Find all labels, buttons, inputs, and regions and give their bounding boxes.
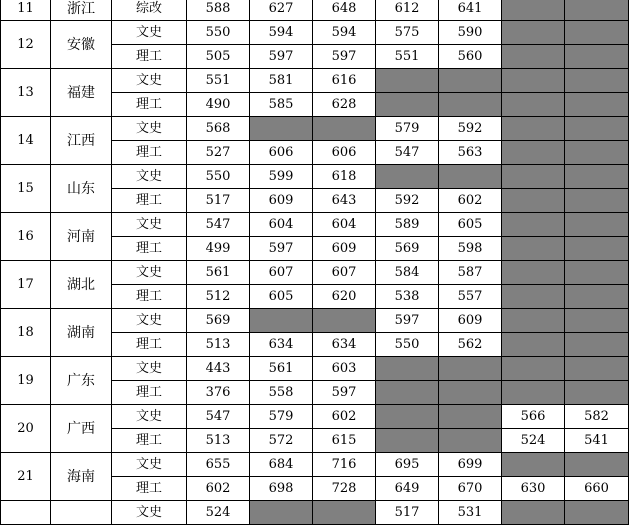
row-number: 13 xyxy=(1,69,51,117)
score-cell: 655 xyxy=(187,453,250,477)
score-cell: 606 xyxy=(313,141,376,165)
score-cell: 695 xyxy=(376,453,439,477)
empty-cell xyxy=(565,453,629,477)
empty-cell xyxy=(565,237,629,261)
score-cell: 531 xyxy=(439,501,502,525)
row-number: 11 xyxy=(1,0,51,21)
empty-cell xyxy=(502,21,565,45)
empty-cell xyxy=(502,309,565,333)
score-cell: 588 xyxy=(187,0,250,21)
empty-cell xyxy=(565,381,629,405)
score-cell: 587 xyxy=(439,261,502,285)
subject-category: 理工 xyxy=(112,333,187,357)
subject-category: 文史 xyxy=(112,117,187,141)
score-cell: 609 xyxy=(439,309,502,333)
score-cell: 641 xyxy=(439,0,502,21)
row-number: 12 xyxy=(1,21,51,69)
table-row xyxy=(1,213,629,237)
empty-cell xyxy=(439,357,502,381)
score-cell: 541 xyxy=(565,429,629,453)
empty-cell xyxy=(313,309,376,333)
empty-cell xyxy=(376,405,439,429)
table-row xyxy=(1,69,629,93)
empty-cell xyxy=(376,429,439,453)
province-name xyxy=(51,501,112,525)
score-cell: 603 xyxy=(313,357,376,381)
row-number: 14 xyxy=(1,117,51,165)
row-number: 16 xyxy=(1,213,51,261)
empty-cell xyxy=(376,69,439,93)
score-cell: 568 xyxy=(187,117,250,141)
empty-cell xyxy=(502,93,565,117)
score-cell: 547 xyxy=(187,213,250,237)
score-cell: 517 xyxy=(187,189,250,213)
empty-cell xyxy=(502,0,565,21)
empty-cell xyxy=(313,117,376,141)
subject-category: 文史 xyxy=(112,21,187,45)
subject-category: 文史 xyxy=(112,69,187,93)
province-name: 湖北 xyxy=(51,261,112,309)
empty-cell xyxy=(439,165,502,189)
score-cell: 605 xyxy=(250,285,313,309)
score-cell: 579 xyxy=(250,405,313,429)
row-number: 17 xyxy=(1,261,51,309)
empty-cell xyxy=(502,357,565,381)
empty-cell xyxy=(565,357,629,381)
score-cell: 551 xyxy=(376,45,439,69)
score-cell: 607 xyxy=(250,261,313,285)
score-cell: 615 xyxy=(313,429,376,453)
empty-cell xyxy=(250,501,313,525)
table-row xyxy=(1,405,629,429)
subject-category: 文史 xyxy=(112,453,187,477)
subject-category: 理工 xyxy=(112,381,187,405)
score-cell: 582 xyxy=(565,405,629,429)
row-number: 21 xyxy=(1,453,51,501)
score-cell: 524 xyxy=(187,501,250,525)
score-cell: 609 xyxy=(313,237,376,261)
score-cell: 594 xyxy=(313,21,376,45)
score-cell: 560 xyxy=(439,45,502,69)
score-cell: 602 xyxy=(439,189,502,213)
score-cell: 590 xyxy=(439,21,502,45)
score-cell: 579 xyxy=(376,117,439,141)
empty-cell xyxy=(502,117,565,141)
score-cell: 551 xyxy=(187,69,250,93)
province-name: 浙江 xyxy=(51,0,112,21)
empty-cell xyxy=(565,93,629,117)
table-row xyxy=(1,357,629,381)
score-cell: 612 xyxy=(376,0,439,21)
score-cell: 597 xyxy=(250,45,313,69)
score-cell: 616 xyxy=(313,69,376,93)
score-cell: 547 xyxy=(376,141,439,165)
empty-cell xyxy=(502,501,565,525)
province-name: 安徽 xyxy=(51,21,112,69)
table-row xyxy=(1,0,629,21)
score-cell: 550 xyxy=(376,333,439,357)
score-cell: 524 xyxy=(502,429,565,453)
subject-category: 理工 xyxy=(112,45,187,69)
score-cell: 670 xyxy=(439,477,502,501)
score-cell: 649 xyxy=(376,477,439,501)
score-cell: 585 xyxy=(250,93,313,117)
score-cell: 547 xyxy=(187,405,250,429)
empty-cell xyxy=(502,261,565,285)
table-row xyxy=(1,453,629,477)
score-cell: 505 xyxy=(187,45,250,69)
score-cell: 584 xyxy=(376,261,439,285)
empty-cell xyxy=(565,213,629,237)
subject-category: 文史 xyxy=(112,261,187,285)
score-cell: 592 xyxy=(439,117,502,141)
score-cell: 605 xyxy=(439,213,502,237)
score-cell: 517 xyxy=(376,501,439,525)
empty-cell xyxy=(439,381,502,405)
score-cell: 562 xyxy=(439,333,502,357)
score-cell: 597 xyxy=(313,45,376,69)
empty-cell xyxy=(376,357,439,381)
subject-category: 文史 xyxy=(112,357,187,381)
score-cell: 602 xyxy=(187,477,250,501)
score-cell: 569 xyxy=(187,309,250,333)
empty-cell xyxy=(502,45,565,69)
score-cell: 490 xyxy=(187,93,250,117)
empty-cell xyxy=(565,309,629,333)
empty-cell xyxy=(502,213,565,237)
province-name: 湖南 xyxy=(51,309,112,357)
empty-cell xyxy=(565,141,629,165)
empty-cell xyxy=(439,93,502,117)
empty-cell xyxy=(565,285,629,309)
score-cell: 602 xyxy=(313,405,376,429)
score-cell: 589 xyxy=(376,213,439,237)
row-number: 15 xyxy=(1,165,51,213)
score-cell: 557 xyxy=(439,285,502,309)
empty-cell xyxy=(250,309,313,333)
empty-cell xyxy=(502,381,565,405)
table-row xyxy=(1,165,629,189)
score-cell: 550 xyxy=(187,21,250,45)
subject-category: 文史 xyxy=(112,213,187,237)
score-cell: 594 xyxy=(250,21,313,45)
score-cell: 609 xyxy=(250,189,313,213)
subject-category: 文史 xyxy=(112,165,187,189)
score-cell: 499 xyxy=(187,237,250,261)
score-cell: 620 xyxy=(313,285,376,309)
score-cell: 660 xyxy=(565,477,629,501)
empty-cell xyxy=(502,189,565,213)
score-cell: 513 xyxy=(187,429,250,453)
score-cell: 716 xyxy=(313,453,376,477)
score-cell: 634 xyxy=(250,333,313,357)
subject-category: 理工 xyxy=(112,237,187,261)
score-cell: 561 xyxy=(250,357,313,381)
score-cell: 538 xyxy=(376,285,439,309)
subject-category: 文史 xyxy=(112,309,187,333)
score-cell: 604 xyxy=(313,213,376,237)
score-cell: 575 xyxy=(376,21,439,45)
subject-category: 理工 xyxy=(112,93,187,117)
score-cell: 550 xyxy=(187,165,250,189)
empty-cell xyxy=(565,501,629,525)
empty-cell xyxy=(439,69,502,93)
empty-cell xyxy=(565,0,629,21)
empty-cell xyxy=(502,285,565,309)
score-cell: 597 xyxy=(250,237,313,261)
score-cell: 627 xyxy=(250,0,313,21)
empty-cell xyxy=(502,453,565,477)
score-cell: 443 xyxy=(187,357,250,381)
empty-cell xyxy=(376,165,439,189)
empty-cell xyxy=(565,333,629,357)
province-name: 山东 xyxy=(51,165,112,213)
empty-cell xyxy=(565,165,629,189)
score-cell: 527 xyxy=(187,141,250,165)
empty-cell xyxy=(502,69,565,93)
score-cell: 648 xyxy=(313,0,376,21)
score-cell: 569 xyxy=(376,237,439,261)
score-cell: 558 xyxy=(250,381,313,405)
subject-category: 理工 xyxy=(112,429,187,453)
table-row xyxy=(1,117,629,141)
score-cell: 643 xyxy=(313,189,376,213)
score-cell: 604 xyxy=(250,213,313,237)
score-cell: 607 xyxy=(313,261,376,285)
subject-category: 理工 xyxy=(112,285,187,309)
table-row xyxy=(1,309,629,333)
empty-cell xyxy=(376,93,439,117)
empty-cell xyxy=(313,501,376,525)
empty-cell xyxy=(565,117,629,141)
province-name: 河南 xyxy=(51,213,112,261)
score-cell: 618 xyxy=(313,165,376,189)
score-cell: 566 xyxy=(502,405,565,429)
empty-cell xyxy=(439,429,502,453)
score-cell: 606 xyxy=(250,141,313,165)
empty-cell xyxy=(565,261,629,285)
subject-category: 理工 xyxy=(112,189,187,213)
score-cell: 699 xyxy=(439,453,502,477)
score-cell: 597 xyxy=(376,309,439,333)
score-cell: 598 xyxy=(439,237,502,261)
province-name: 广东 xyxy=(51,357,112,405)
row-number: 19 xyxy=(1,357,51,405)
score-cell: 698 xyxy=(250,477,313,501)
score-cell: 581 xyxy=(250,69,313,93)
subject-category: 理工 xyxy=(112,141,187,165)
empty-cell xyxy=(565,69,629,93)
table-row xyxy=(1,501,629,525)
subject-category: 理工 xyxy=(112,477,187,501)
score-cell: 513 xyxy=(187,333,250,357)
score-cell: 561 xyxy=(187,261,250,285)
row-number xyxy=(1,501,51,525)
score-cell: 592 xyxy=(376,189,439,213)
empty-cell xyxy=(250,117,313,141)
score-cell: 376 xyxy=(187,381,250,405)
empty-cell xyxy=(502,165,565,189)
score-cell: 599 xyxy=(250,165,313,189)
score-cell: 572 xyxy=(250,429,313,453)
score-cell: 597 xyxy=(313,381,376,405)
empty-cell xyxy=(502,237,565,261)
province-name: 海南 xyxy=(51,453,112,501)
row-number: 20 xyxy=(1,405,51,453)
table-row xyxy=(1,261,629,285)
empty-cell xyxy=(565,45,629,69)
province-name: 江西 xyxy=(51,117,112,165)
province-name: 福建 xyxy=(51,69,112,117)
empty-cell xyxy=(502,333,565,357)
empty-cell xyxy=(565,21,629,45)
subject-category: 文史 xyxy=(112,405,187,429)
subject-category: 文史 xyxy=(112,501,187,525)
score-cell: 684 xyxy=(250,453,313,477)
score-cell: 512 xyxy=(187,285,250,309)
empty-cell xyxy=(439,405,502,429)
score-cell: 630 xyxy=(502,477,565,501)
empty-cell xyxy=(565,189,629,213)
subject-category: 综改 xyxy=(112,0,187,21)
score-cell: 563 xyxy=(439,141,502,165)
table-row xyxy=(1,21,629,45)
province-name: 广西 xyxy=(51,405,112,453)
empty-cell xyxy=(502,141,565,165)
row-number: 18 xyxy=(1,309,51,357)
score-cell: 728 xyxy=(313,477,376,501)
empty-cell xyxy=(376,381,439,405)
score-cell: 634 xyxy=(313,333,376,357)
score-cell: 628 xyxy=(313,93,376,117)
